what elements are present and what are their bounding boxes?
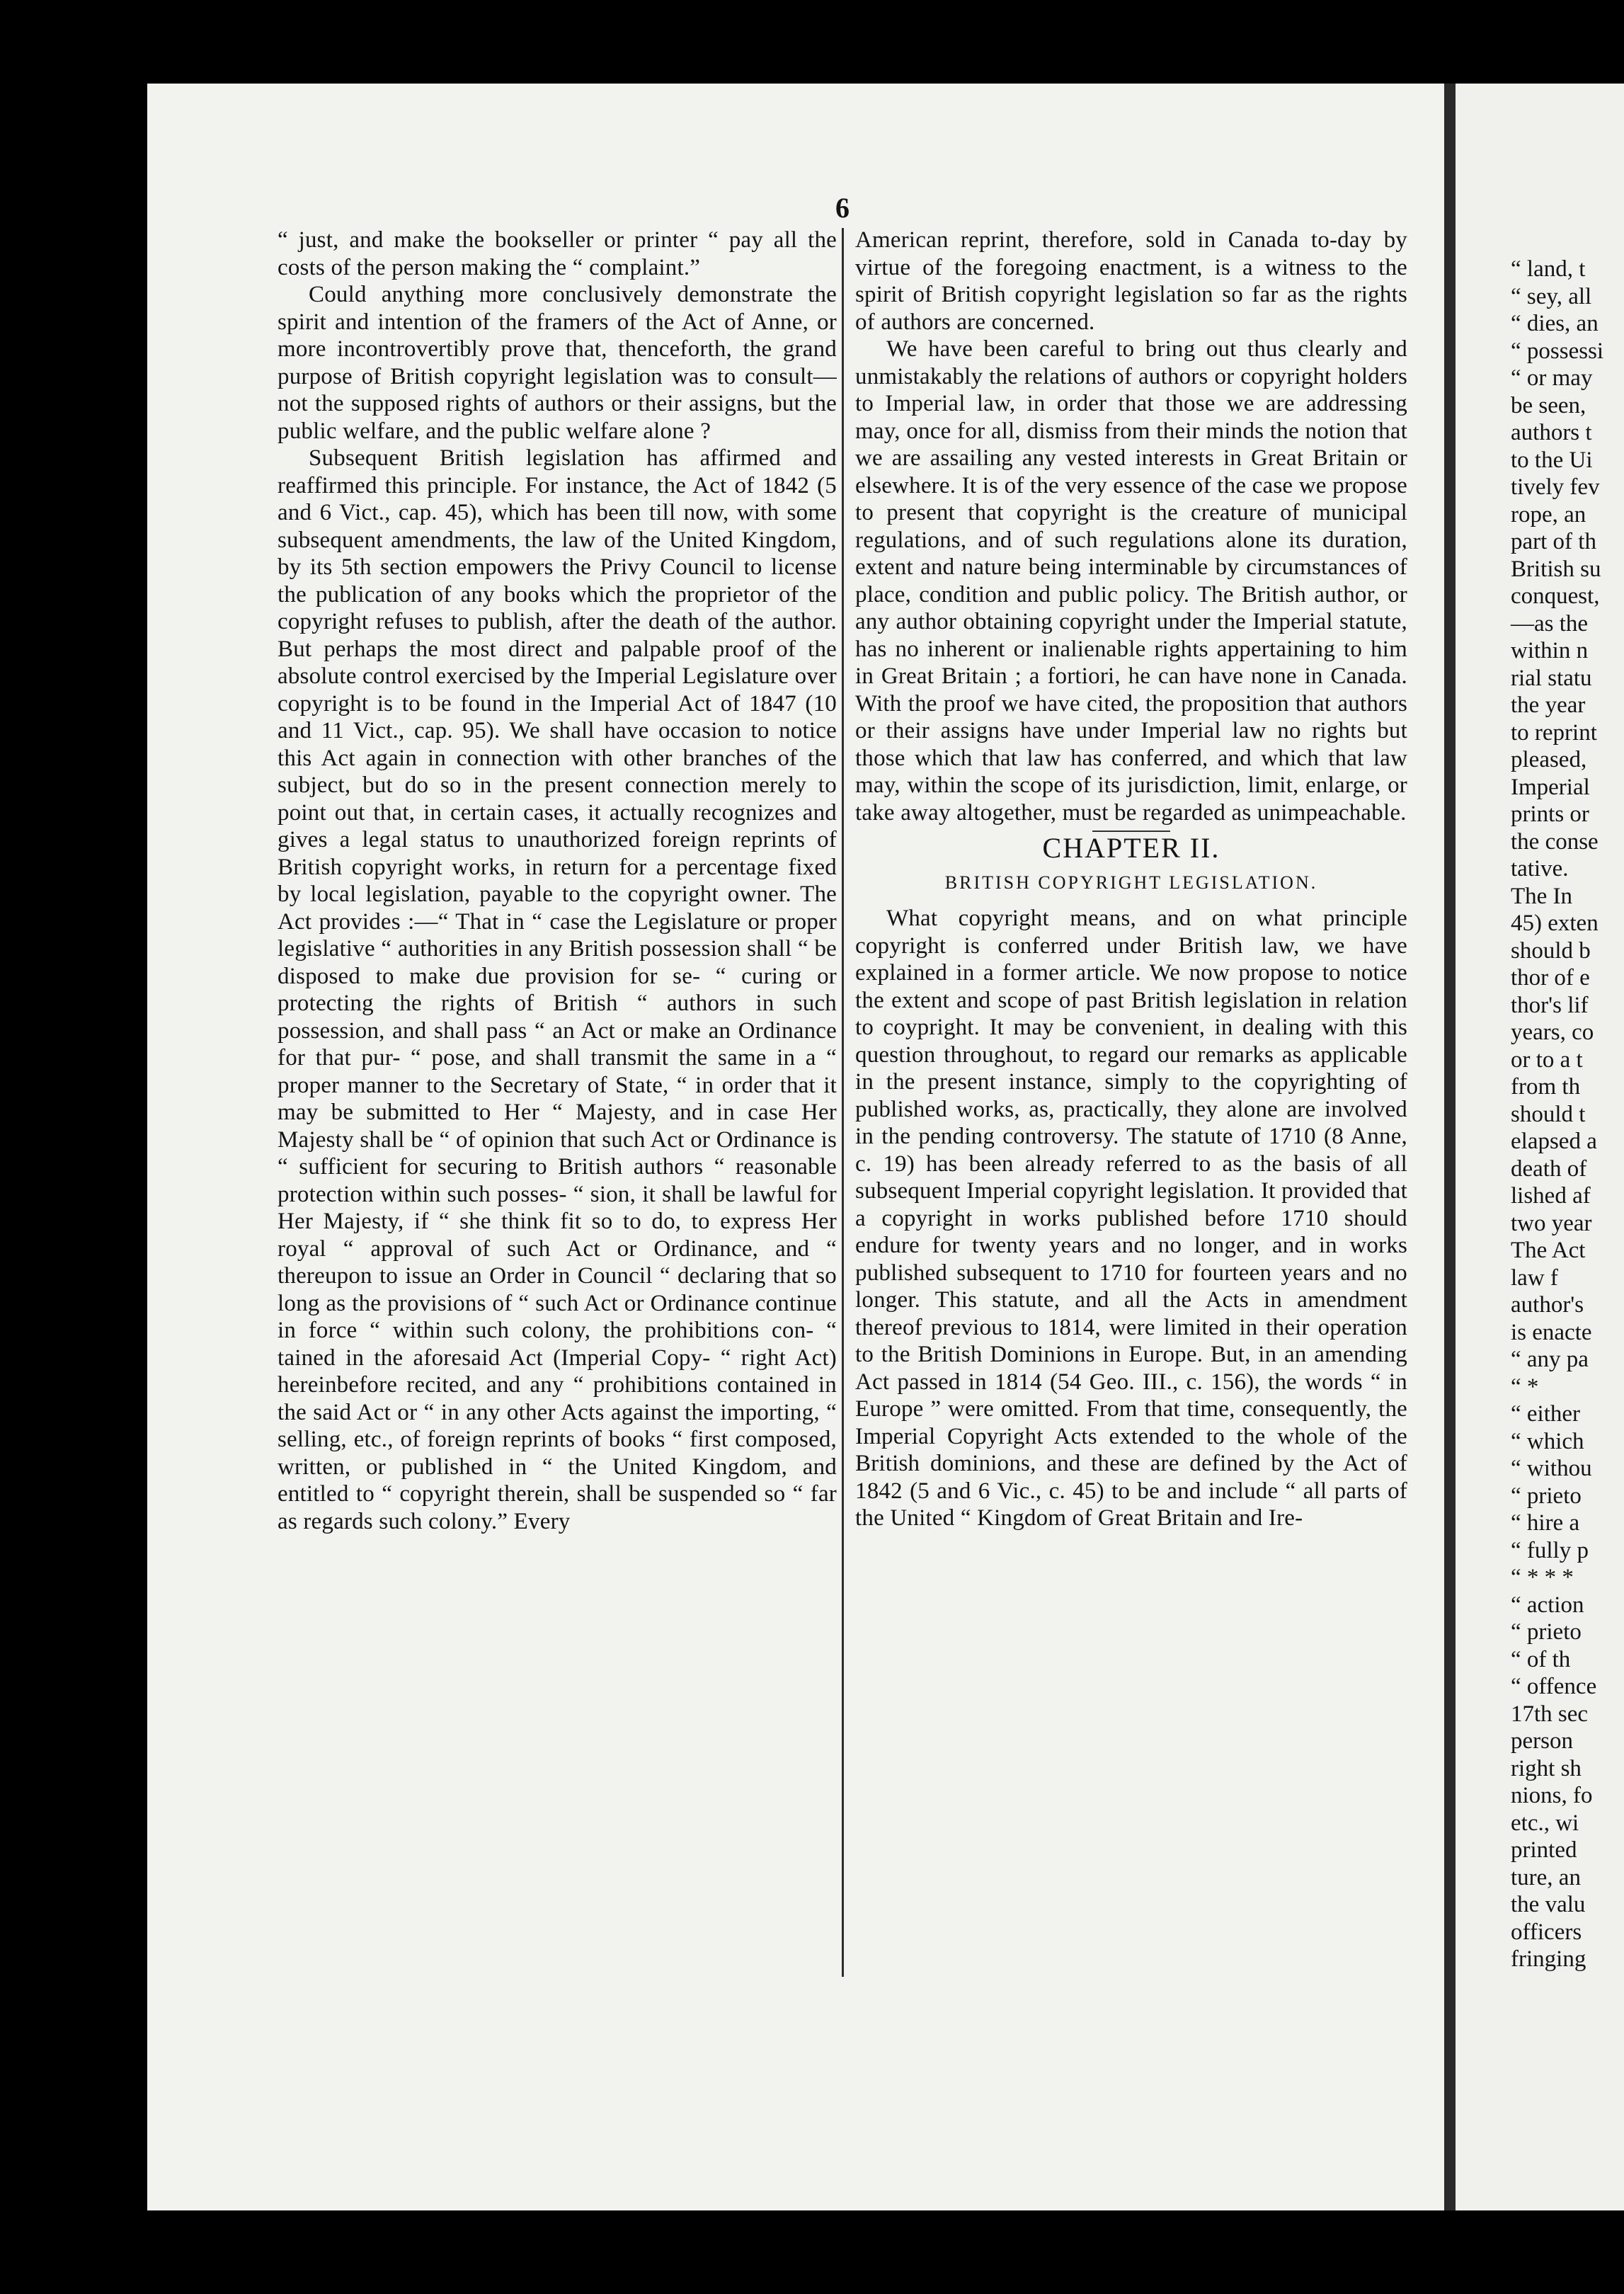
adjacent-page-text xyxy=(1511,256,1624,1973)
adjacent-page-line: be seen, xyxy=(1511,392,1586,418)
adjacent-page-line: death of xyxy=(1511,1155,1587,1182)
adjacent-page-line: years, co xyxy=(1511,1020,1594,1045)
adjacent-page-line: “ * * * xyxy=(1511,1565,1574,1590)
adjacent-page-line: nions, fo xyxy=(1511,1783,1593,1808)
adjacent-page-line: pleased, xyxy=(1511,747,1587,772)
adjacent-page-line: “ dies, an xyxy=(1511,311,1599,336)
adjacent-page-line: or to a t xyxy=(1511,1046,1583,1073)
adjacent-page-line: “ possessi xyxy=(1511,338,1604,364)
left-paragraph-1: “ just, and make the bookseller or printer “ pay all the costs of the person making the “ complaint.” xyxy=(278,227,837,280)
adjacent-page-line: “ * xyxy=(1511,1374,1539,1400)
adjacent-page xyxy=(1456,84,1624,2210)
adjacent-page-line: “ which xyxy=(1511,1428,1584,1454)
adjacent-page-line: elapsed a xyxy=(1511,1129,1597,1154)
right-column xyxy=(855,227,1407,1532)
right-paragraph-2: We have been careful to bring out thus clearly and unmistakably the relations of authors or copyright holders to Imperial law, in order that those we are addressing may, once for all, dismiss from their minds the notion that we are assailing any vested interests in Great Britain or elsewhere. It is of the very essence of the case we propose to present that copyright is the creature of municipal regulations, and of such regulations alone its duration, extent and nature being interminable by circumstances of place, condition and public policy. The British author, or any author obtaining copyright under the Imperial statute, has no inherent or inalienable rights appertaining to him in Great Britain ; a fortiori, he can have none in Canada. With the proof we have cited, the proposition that authors or their assigns have under Imperial law no rights but those which that law has conferred, and which that law may, within the scope of its jurisdiction, limit, enlarge, or take away altogether, must be regarded as unimpeachable. xyxy=(855,336,1407,826)
page-number: 6 xyxy=(835,192,850,224)
adjacent-page-line: officers xyxy=(1511,1919,1582,1945)
adjacent-page-line: to reprint xyxy=(1511,719,1597,746)
adjacent-page-line: The In xyxy=(1511,883,1573,909)
adjacent-page-line: “ withou xyxy=(1511,1456,1592,1481)
adjacent-page-line: should t xyxy=(1511,1101,1586,1127)
adjacent-page-line: “ offence xyxy=(1511,1674,1597,1699)
adjacent-page-line: “ action xyxy=(1511,1592,1584,1618)
adjacent-page-line: “ sey, all xyxy=(1511,283,1592,309)
adjacent-page-line: right sh xyxy=(1511,1755,1582,1781)
adjacent-page-line: author's xyxy=(1511,1292,1584,1318)
adjacent-page-line: within n xyxy=(1511,638,1589,663)
adjacent-page-line: part of th xyxy=(1511,529,1596,554)
adjacent-page-line: law f xyxy=(1511,1265,1558,1291)
adjacent-page-line: rope, an xyxy=(1511,501,1586,527)
adjacent-page-line: the year xyxy=(1511,692,1586,718)
adjacent-page-line: person xyxy=(1511,1728,1573,1754)
adjacent-page-line: “ or may xyxy=(1511,365,1593,391)
column-divider xyxy=(842,228,844,1977)
adjacent-page-line: ture, an xyxy=(1511,1864,1581,1890)
adjacent-page-line: the conse xyxy=(1511,828,1599,855)
right-paragraph-1: American reprint, therefore, sold in Canada to-day by virtue of the foregoing enactment, is a witness to the spirit of British copyright legislation so far as the rights of authors are concerned. xyxy=(855,227,1407,335)
right-paragraph-3: What copyright means, and on what principle copyright is conferred under British law, we have explained in a former article. We now propose to notice the extent and scope of past British legislation in relation to coypright. It may be convenient, in dealing with this question throughout, to regard our remarks as applicable in the present instance, simply to the copyrighting of published works, as, practically, they alone are involved in the pending controversy. The statute of 1710 (8 Anne, c. 19) has been already referred to as the basis of all subsequent Imperial copyright legislation. It provided that a copyright in works published before 1710 should endure for twenty years and no longer, and in works published subsequent to 1710 for fourteen years and no longer. This statute, and all the Acts in amendment thereof previous to 1814, were limited in their operation to the British Dominions in Europe. But, in an amending Act passed in 1814 (54 Geo. III., c. 156), the words “ in Europe ” were omitted. From that time, consequently, the Imperial Copyright Acts extended to the whole of the British dominions, and these are defined by the Act of 1842 (5 and 6 Vic., c. 45) to be and include “ all parts of the United “ Kingdom of Great Britain and Ire- xyxy=(855,906,1407,1531)
adjacent-page-line: from th xyxy=(1511,1074,1581,1100)
left-paragraph-3: Subsequent British legislation has affirmed and reaffirmed this principle. For instance, the Act of 1842 (5 and 6 Vict., cap. 45), which has been till now, with some subsequent amendments, the law of the United Kingdom, by its 5th section empowers the Privy Council to license the publication of any books which the proprietor of the copyright refuses to publish, after the death of the author. But perhaps the most direct and palpable proof of the absolute control exercised by the Imperial Legislature over copyright is to be found in the Imperial Act of 1847 (10 and 11 Vict., cap. 95). We shall have occasion to notice this Act again in connection with other branches of the subject, but do so in the present connection merely to point out that, in certain cases, it actually recognizes and gives a legal status to unauthorized foreign reprints of British copyright works, in return for a percentage fixed by local legislation, payable to the copyright owner. The Act provides :—“ That in “ case the Legislature or proper legislative “ authorities in any British possession shall “ be disposed to make due provision for se- “ curing or protecting the rights of British “ authors in such possession, and shall pass “ an Act or make an Ordinance for that pur- “ pose, and shall transmit the same in a “ proper manner to the Secretary of State, “ in order that it may be submitted to Her “ Majesty, and in case Her Majesty shall be “ of opinion that such Act or Ordinance is “ sufficient for securing to British authors “ reasonable protection within such posses- “ sion, it shall be lawful for Her Majesty, if “ she think fit so to do, to express Her royal “ approval of such Act or Ordinance, and “ thereupon to issue an Order in Council “ declaring that so long as the provisions of “ such Act or Ordinance continue in force “ within such colony, the prohibitions con- “ tained in the aforesaid Act (Imperial Copy- “ right Act) hereinbefore recited, and any “ prohibitions contained in the said Act or “ in any other Acts against the importing, “ selling, etc., of foreign reprints of books “ first composed, written, or published in “ the United Kingdom, and entitled to “ copyright therein, shall be suspended so “ far as regards such colony.” Every xyxy=(278,445,837,1534)
adjacent-page-line: “ either xyxy=(1511,1401,1581,1427)
adjacent-page-line: “ prieto xyxy=(1511,1483,1582,1509)
adjacent-page-line: rial statu xyxy=(1511,665,1592,691)
adjacent-page-line: “ land, t xyxy=(1511,256,1586,282)
left-paragraph-2: Could anything more conclusively demonstrate the spirit and intention of the framers of the Act of Anne, or more incontrovertibly prove that, thenceforth, the grand purpose of British copyright legislation was to consult— not the supposed rights of authors or their assigns, but the public welfare, and the public welfare alone ? xyxy=(278,282,837,444)
adjacent-page-line: is enacte xyxy=(1511,1319,1592,1345)
adjacent-page-line: —as the xyxy=(1511,610,1589,637)
adjacent-page-line: “ fully p xyxy=(1511,1537,1589,1563)
adjacent-page-line: two year xyxy=(1511,1210,1592,1236)
adjacent-page-line: “ of th xyxy=(1511,1646,1571,1672)
adjacent-page-line: printed xyxy=(1511,1837,1577,1863)
adjacent-page-line: Imperial xyxy=(1511,774,1590,800)
adjacent-page-line: the valu xyxy=(1511,1892,1586,1917)
adjacent-page-line: tative. xyxy=(1511,856,1569,881)
left-column xyxy=(278,227,837,1535)
page-gutter-shadow xyxy=(1444,84,1456,2210)
adjacent-page-line: authors t xyxy=(1511,420,1592,445)
adjacent-page-line: The Act xyxy=(1511,1238,1586,1263)
adjacent-page-line: 17th sec xyxy=(1511,1701,1589,1727)
adjacent-page-line: “ hire a xyxy=(1511,1510,1580,1536)
adjacent-page-line: to the Ui xyxy=(1511,447,1593,473)
chapter-subtitle: BRITISH COPYRIGHT LEGISLATION. xyxy=(944,872,1318,893)
adjacent-page-line: British su xyxy=(1511,556,1601,582)
adjacent-page-line: fringing xyxy=(1511,1946,1586,1972)
adjacent-page-line: thor's lif xyxy=(1511,992,1589,1018)
adjacent-page-line: thor of e xyxy=(1511,965,1590,991)
adjacent-page-line: tively fev xyxy=(1511,474,1600,500)
adjacent-page-line: lished af xyxy=(1511,1183,1591,1209)
adjacent-page-line: prints or xyxy=(1511,801,1589,827)
adjacent-page-line: 45) exten xyxy=(1511,911,1599,936)
adjacent-page-line: “ any pa xyxy=(1511,1347,1589,1372)
adjacent-page-line: etc., wi xyxy=(1511,1810,1579,1836)
adjacent-page-line: “ prieto xyxy=(1511,1619,1582,1645)
adjacent-page-line: should b xyxy=(1511,937,1591,964)
adjacent-page-line: conquest, xyxy=(1511,583,1600,609)
chapter-title: CHAPTER II. xyxy=(1042,832,1220,864)
